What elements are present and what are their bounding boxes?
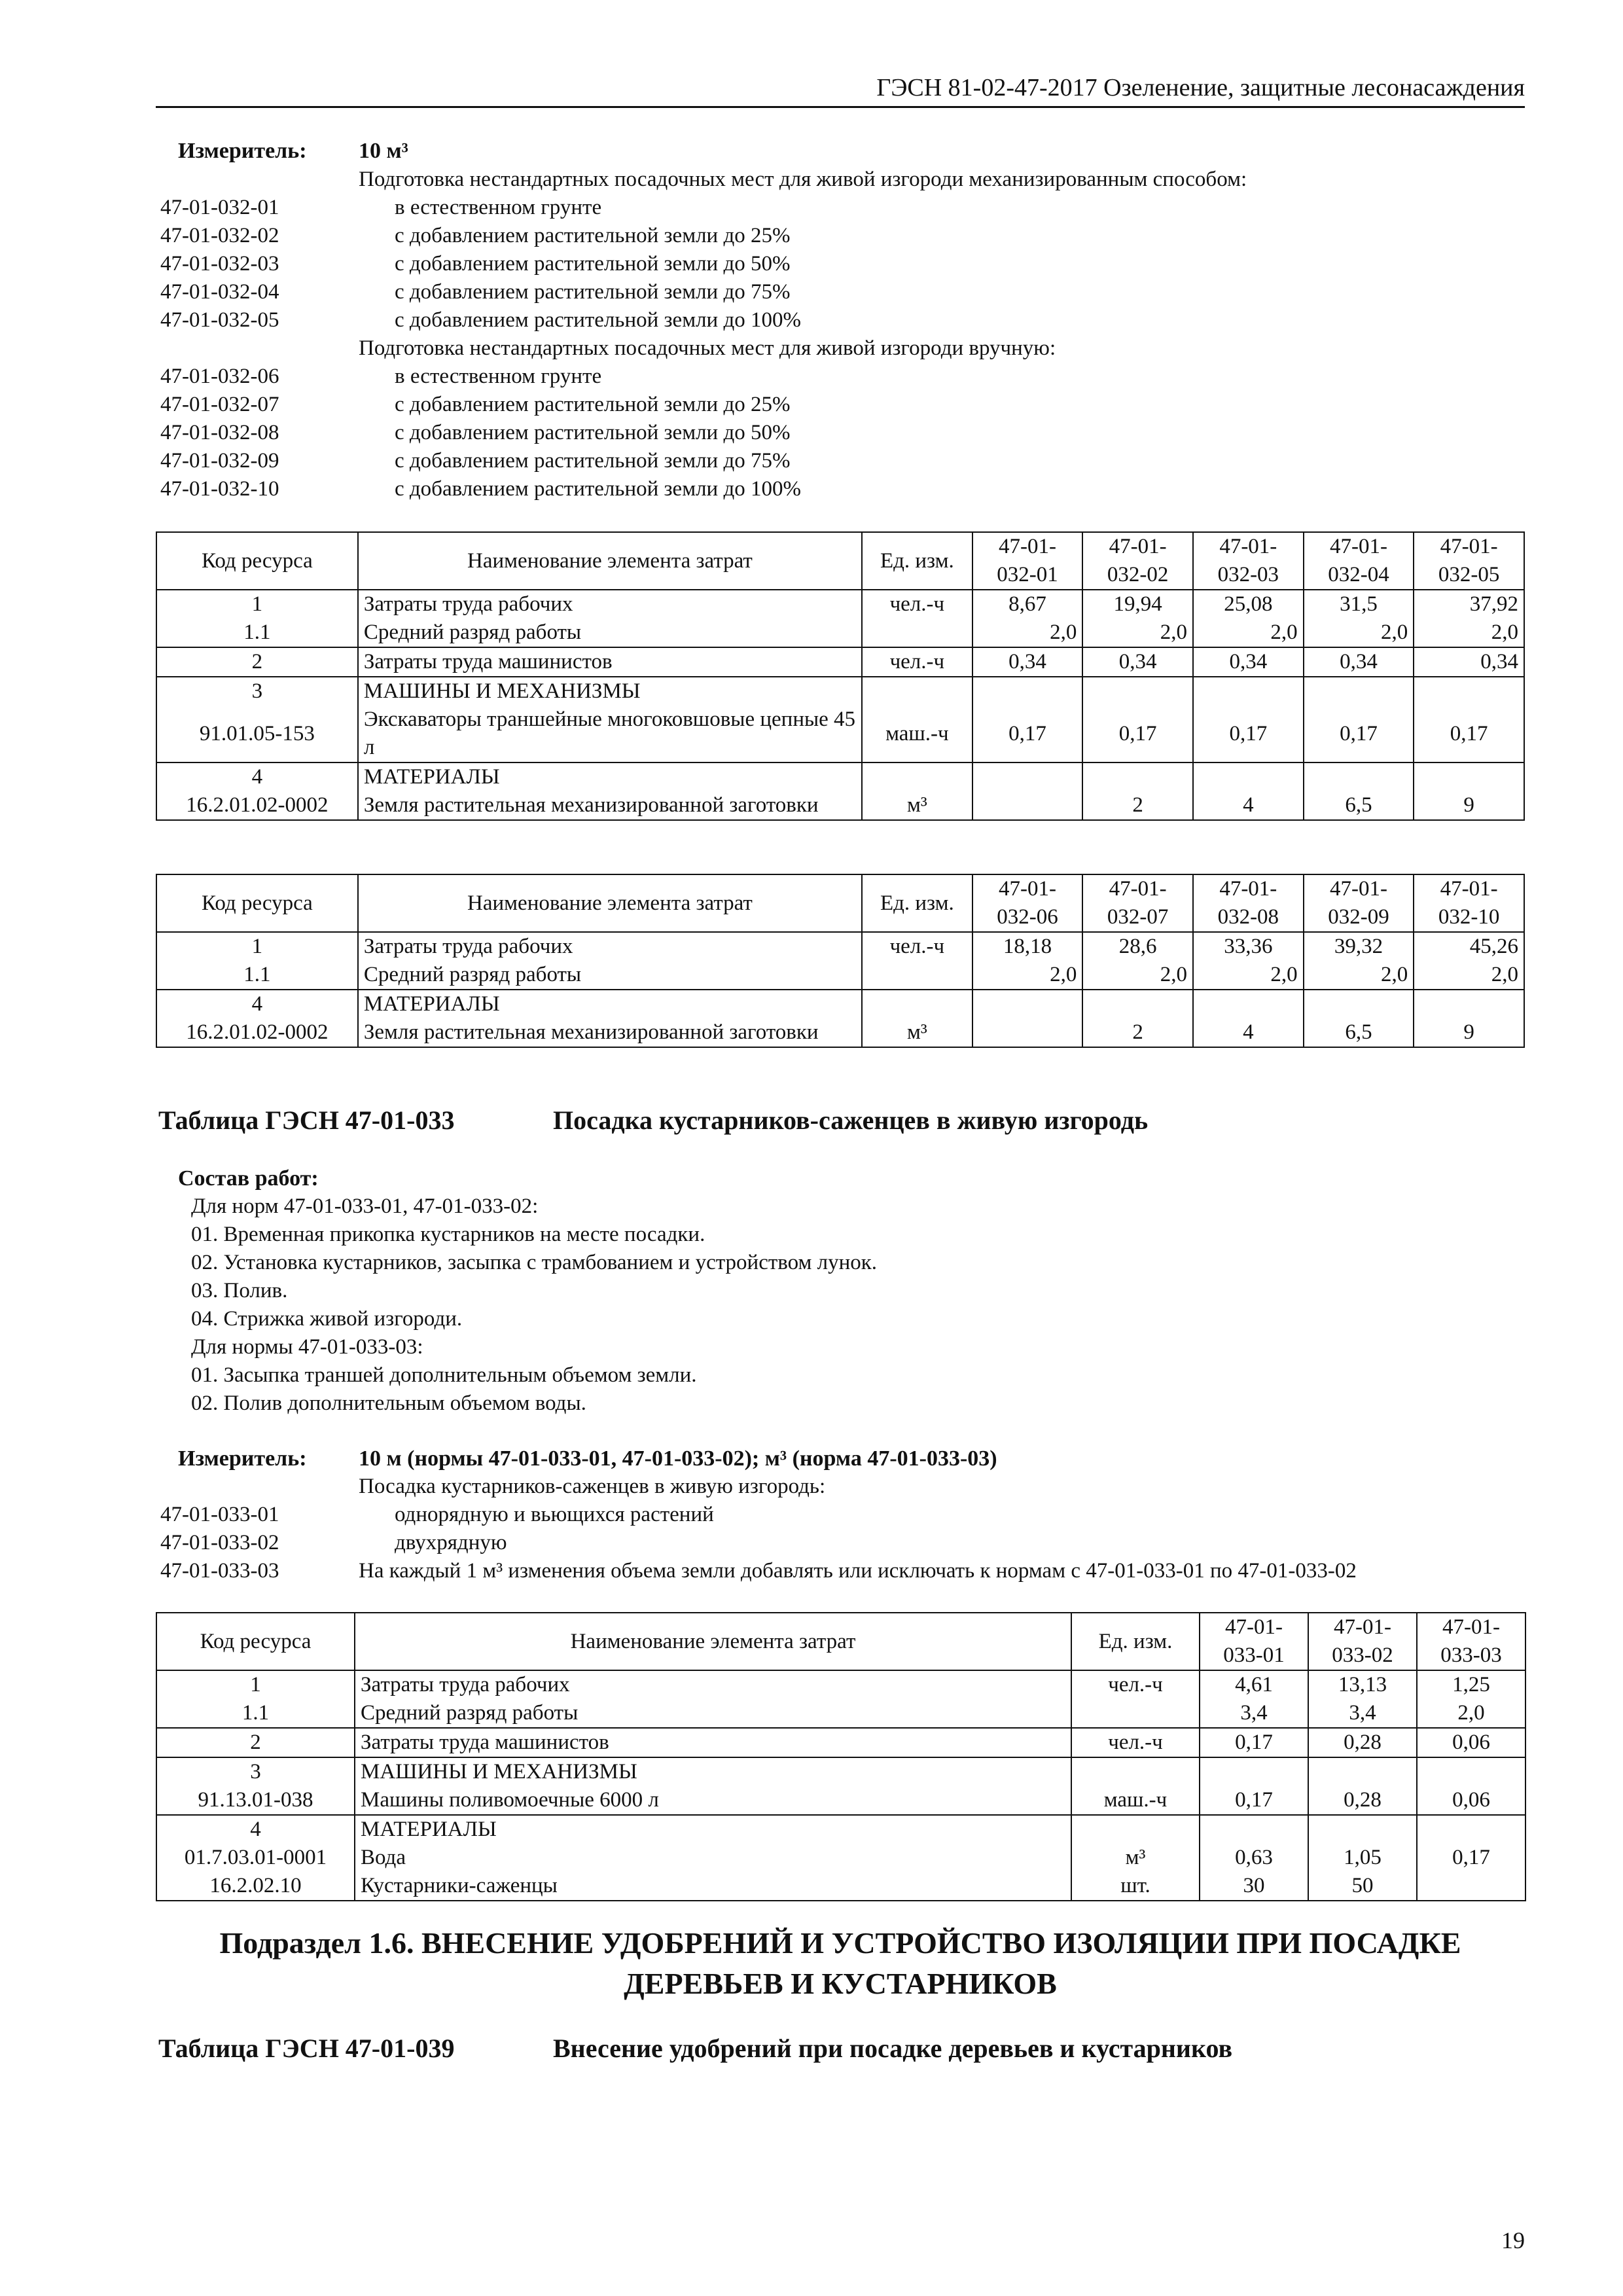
resource-table-033	[156, 1612, 1526, 1901]
norm-code: 47-01-033-01	[160, 1503, 279, 1526]
cell-value: 2,0	[1417, 1699, 1525, 1728]
norm-desc: с добавлением растительной земли до 75%	[395, 449, 791, 473]
cell-code: 1	[156, 1670, 355, 1699]
col-header-code: Код ресурса	[156, 532, 358, 590]
cell-value: 2	[1082, 1018, 1193, 1047]
cell-name: Машины поливомоечные 6000 л	[355, 1786, 1071, 1815]
work-line: Для нормы 47-01-033-03:	[191, 1335, 423, 1359]
cell-code: 1	[156, 932, 358, 961]
norm-code: 47-01-032-09	[160, 449, 279, 473]
col-header-norm: 47-01- 032-01	[972, 532, 1083, 590]
table-row	[156, 677, 1524, 706]
cell-unit: чел.-ч	[1071, 1728, 1200, 1757]
cell-value: 0,06	[1417, 1728, 1525, 1757]
cell-code: 1.1	[156, 1699, 355, 1728]
col-header-code: Код ресурса	[156, 1613, 355, 1670]
cell-value: 0,17	[1082, 706, 1193, 762]
col-header-norm: 47-01- 032-10	[1414, 874, 1524, 932]
cell-code: 3	[156, 1757, 355, 1786]
cell-code: 2	[156, 1728, 355, 1757]
work-line: 01. Временная прикопка кустарников на месте посадки.	[191, 1223, 705, 1246]
cell-value: 0,17	[1417, 1844, 1525, 1872]
cell-name: МАТЕРИАЛЫ	[355, 1815, 1071, 1844]
cell-value: 0,28	[1308, 1728, 1417, 1757]
cell-name: МАТЕРИАЛЫ	[358, 990, 862, 1018]
resource-table-032-a	[156, 531, 1525, 821]
cell-value: 33,36	[1193, 932, 1304, 961]
col-header-norm: 47-01- 033-03	[1417, 1613, 1525, 1670]
cell-value: 2,0	[1304, 961, 1414, 990]
cell-name: Затраты труда рабочих	[358, 932, 862, 961]
cell-value: 39,32	[1304, 932, 1414, 961]
subsection-title-line2: ДЕРЕВЬЕВ И КУСТАРНИКОВ	[624, 1967, 1057, 2000]
measure-value: 10 м (нормы 47-01-033-01, 47-01-033-02); м³ (норма 47-01-033-03)	[359, 1446, 997, 1471]
measure-label: Измеритель:	[178, 1446, 307, 1471]
cell-value: 45,26	[1414, 932, 1524, 961]
cell-value: 0,17	[1200, 1728, 1308, 1757]
cell-name: Экскаваторы траншейные многоковшовые цепные 45 л	[358, 706, 862, 762]
norm-desc: с добавлением растительной земли до 100%	[395, 308, 801, 332]
cell-value: 0,63	[1200, 1844, 1308, 1872]
cell-value: 9	[1414, 1018, 1524, 1047]
table-row	[156, 990, 1524, 1018]
work-composition-title: Состав работ:	[178, 1166, 319, 1191]
cell-value: 2,0	[1414, 961, 1524, 990]
cell-value	[972, 791, 1083, 820]
cell-value: 0,17	[1193, 706, 1304, 762]
norm-code: 47-01-032-01	[160, 196, 279, 219]
norm-code: 47-01-032-07	[160, 393, 279, 416]
measure-value: 10 м³	[359, 139, 408, 163]
cell-value: 2	[1082, 791, 1193, 820]
cell-unit: м³	[1071, 1844, 1200, 1872]
cell-value: 3,4	[1308, 1699, 1417, 1728]
cell-value: 1,05	[1308, 1844, 1417, 1872]
cell-value: 0,06	[1417, 1786, 1525, 1815]
cell-code: 3	[156, 677, 358, 706]
col-header-code: Код ресурса	[156, 874, 358, 932]
table-row	[156, 619, 1524, 647]
col-header-norm: 47-01- 033-02	[1308, 1613, 1417, 1670]
cell-unit: чел.-ч	[862, 647, 972, 677]
cell-value: 2,0	[972, 961, 1083, 990]
work-line: 03. Полив.	[191, 1279, 288, 1302]
cell-value: 0,34	[1082, 647, 1193, 677]
table-row	[156, 1018, 1524, 1047]
table-row	[156, 1728, 1525, 1757]
col-header-unit: Ед. изм.	[862, 532, 972, 590]
cell-code: 1.1	[156, 619, 358, 647]
table-row	[156, 1757, 1525, 1786]
cell-code: 4	[156, 762, 358, 791]
norm-code: 47-01-033-02	[160, 1531, 279, 1554]
col-header-name: Наименование элемента затрат	[358, 874, 862, 932]
norm-desc: На каждый 1 м³ изменения объема земли добавлять или исключать к нормам с 47-01-033-01 по 47-01-033-02	[359, 1559, 1357, 1583]
table-label: Таблица ГЭСН 47-01-033	[158, 1105, 455, 1135]
cell-value: 2,0	[1082, 619, 1193, 647]
cell-value: 31,5	[1304, 590, 1414, 619]
cell-name: Средний разряд работы	[358, 961, 862, 990]
norm-desc: однорядную и вьющихся растений	[395, 1503, 714, 1526]
cell-code: 16.2.01.02-0002	[156, 1018, 358, 1047]
col-header-unit: Ед. изм.	[1071, 1613, 1200, 1670]
cell-value: 13,13	[1308, 1670, 1417, 1699]
cell-value	[1417, 1872, 1525, 1901]
cell-value: 8,67	[972, 590, 1083, 619]
table-row	[156, 1844, 1525, 1872]
cell-unit	[862, 961, 972, 990]
cell-code: 01.7.03.01-0001	[156, 1844, 355, 1872]
cell-name: Средний разряд работы	[358, 619, 862, 647]
table-row	[156, 1872, 1525, 1901]
col-header-name: Наименование элемента затрат	[358, 532, 862, 590]
cell-unit: чел.-ч	[1071, 1670, 1200, 1699]
cell-value: 4	[1193, 1018, 1304, 1047]
table-title: Посадка кустарников-саженцев в живую изгородь	[553, 1105, 1149, 1135]
cell-unit: маш.-ч	[1071, 1786, 1200, 1815]
cell-code: 91.01.05-153	[156, 706, 358, 762]
norm-desc: с добавлением растительной земли до 25%	[395, 393, 791, 416]
norm-code: 47-01-032-08	[160, 421, 279, 444]
cell-value: 25,08	[1193, 590, 1304, 619]
cell-value: 4,61	[1200, 1670, 1308, 1699]
cell-unit: чел.-ч	[862, 590, 972, 619]
cell-value: 0,34	[1414, 647, 1524, 677]
cell-code: 4	[156, 990, 358, 1018]
cell-value: 19,94	[1082, 590, 1193, 619]
cell-value: 2,0	[1082, 961, 1193, 990]
cell-name: Земля растительная механизированной заготовки	[358, 791, 862, 820]
subsection-title-line1: Подраздел 1.6. ВНЕСЕНИЕ УДОБРЕНИЙ И УСТРОЙСТВО ИЗОЛЯЦИИ ПРИ ПОСАДКЕ	[219, 1926, 1461, 1960]
cell-code: 91.13.01-038	[156, 1786, 355, 1815]
cell-unit: чел.-ч	[862, 932, 972, 961]
cell-value: 28,6	[1082, 932, 1193, 961]
table-label: Таблица ГЭСН 47-01-039	[158, 2034, 455, 2063]
cell-name: МАТЕРИАЛЫ	[358, 762, 862, 791]
cell-unit: маш.-ч	[862, 706, 972, 762]
group-title: Подготовка нестандартных посадочных мест для живой изгороди вручную:	[359, 336, 1056, 360]
cell-value: 0,28	[1308, 1786, 1417, 1815]
norm-code: 47-01-032-02	[160, 224, 279, 247]
cell-code: 16.2.02.10	[156, 1872, 355, 1901]
cell-unit	[1071, 1699, 1200, 1728]
cell-value: 30	[1200, 1872, 1308, 1901]
work-line: 04. Стрижка живой изгороди.	[191, 1307, 463, 1331]
cell-value: 0,34	[972, 647, 1083, 677]
cell-value: 6,5	[1304, 1018, 1414, 1047]
cell-value: 0,17	[1304, 706, 1414, 762]
cell-name: Затраты труда рабочих	[358, 590, 862, 619]
cell-value: 2,0	[1193, 961, 1304, 990]
cell-name: Затраты труда машинистов	[358, 647, 862, 677]
table-row	[156, 647, 1524, 677]
cell-value: 0,34	[1193, 647, 1304, 677]
cell-name: Вода	[355, 1844, 1071, 1872]
cell-value: 37,92	[1414, 590, 1524, 619]
norm-code: 47-01-032-06	[160, 365, 279, 388]
table-row	[156, 1815, 1525, 1844]
cell-value: 6,5	[1304, 791, 1414, 820]
norm-code: 47-01-032-03	[160, 252, 279, 276]
norm-code: 47-01-032-10	[160, 477, 279, 501]
norm-desc: с добавлением растительной земли до 100%	[395, 477, 801, 501]
cell-value: 2,0	[1414, 619, 1524, 647]
col-header-unit: Ед. изм.	[862, 874, 972, 932]
table-row	[156, 1786, 1525, 1815]
norm-code: 47-01-032-05	[160, 308, 279, 332]
cell-code: 2	[156, 647, 358, 677]
table-title: Внесение удобрений при посадке деревьев и кустарников	[553, 2034, 1233, 2063]
table-row	[156, 1670, 1525, 1699]
cell-value: 0,34	[1304, 647, 1414, 677]
cell-value: 1,25	[1417, 1670, 1525, 1699]
cell-unit	[862, 619, 972, 647]
table-row	[156, 791, 1524, 820]
cell-unit: шт.	[1071, 1872, 1200, 1901]
norm-desc: с добавлением растительной земли до 75%	[395, 280, 791, 304]
cell-value: 2,0	[972, 619, 1083, 647]
norm-desc: с добавлением растительной земли до 25%	[395, 224, 791, 247]
table-row	[156, 762, 1524, 791]
work-line: Для норм 47-01-033-01, 47-01-033-02:	[191, 1194, 539, 1218]
col-header-norm: 47-01- 032-03	[1193, 532, 1304, 590]
cell-unit: м³	[862, 791, 972, 820]
norm-code: 47-01-033-03	[160, 1559, 279, 1583]
cell-name: Кустарники-саженцы	[355, 1872, 1071, 1901]
col-header-norm: 47-01- 032-05	[1414, 532, 1524, 590]
col-header-name: Наименование элемента затрат	[355, 1613, 1071, 1670]
cell-value	[972, 1018, 1083, 1047]
col-header-norm: 47-01- 032-04	[1304, 532, 1414, 590]
cell-value: 2,0	[1304, 619, 1414, 647]
cell-value: 0,17	[1414, 706, 1524, 762]
norm-desc: с добавлением растительной земли до 50%	[395, 421, 791, 444]
page-number: 19	[1501, 2227, 1525, 2253]
col-header-norm: 47-01- 032-06	[972, 874, 1083, 932]
table-row	[156, 1699, 1525, 1728]
work-line: 02. Установка кустарников, засыпка с трамбованием и устройством лунок.	[191, 1251, 878, 1274]
cell-name: Затраты труда машинистов	[355, 1728, 1071, 1757]
norm-code: 47-01-032-04	[160, 280, 279, 304]
col-header-norm: 47-01- 033-01	[1200, 1613, 1308, 1670]
work-line: 02. Полив дополнительным объемом воды.	[191, 1391, 586, 1415]
cell-unit: м³	[862, 1018, 972, 1047]
cell-name: Земля растительная механизированной заготовки	[358, 1018, 862, 1047]
cell-code: 1.1	[156, 961, 358, 990]
table-row	[156, 961, 1524, 990]
cell-value: 2,0	[1193, 619, 1304, 647]
norm-desc: с добавлением растительной земли до 50%	[395, 252, 791, 276]
cell-code: 1	[156, 590, 358, 619]
work-line: 01. Засыпка траншей дополнительным объемом земли.	[191, 1363, 697, 1387]
cell-value: 0,17	[972, 706, 1083, 762]
cell-value: 18,18	[972, 932, 1083, 961]
header-rule	[156, 106, 1525, 108]
cell-value: 50	[1308, 1872, 1417, 1901]
col-header-norm: 47-01- 032-07	[1082, 874, 1193, 932]
col-header-norm: 47-01- 032-08	[1193, 874, 1304, 932]
resource-table-032-b	[156, 874, 1525, 1048]
cell-value: 3,4	[1200, 1699, 1308, 1728]
col-header-norm: 47-01- 032-09	[1304, 874, 1414, 932]
norm-desc: двухрядную	[395, 1531, 507, 1554]
running-header: ГЭСН 81-02-47-2017 Озеленение, защитные лесонасаждения	[876, 74, 1525, 101]
measure-label: Измеритель:	[178, 139, 307, 163]
cell-value: 4	[1193, 791, 1304, 820]
table-row	[156, 590, 1524, 619]
norm-desc: в естественном грунте	[395, 196, 602, 219]
cell-code: 16.2.01.02-0002	[156, 791, 358, 820]
cell-code: 4	[156, 1815, 355, 1844]
group-title: Посадка кустарников-саженцев в живую изгородь:	[359, 1475, 826, 1498]
col-header-norm: 47-01- 032-02	[1082, 532, 1193, 590]
cell-name: МАШИНЫ И МЕХАНИЗМЫ	[355, 1757, 1071, 1786]
norm-desc: в естественном грунте	[395, 365, 602, 388]
table-row	[156, 706, 1524, 762]
cell-name: Средний разряд работы	[355, 1699, 1071, 1728]
cell-value: 0,17	[1200, 1786, 1308, 1815]
cell-name: Затраты труда рабочих	[355, 1670, 1071, 1699]
cell-value: 9	[1414, 791, 1524, 820]
table-row	[156, 932, 1524, 961]
cell-name: МАШИНЫ И МЕХАНИЗМЫ	[358, 677, 862, 706]
group-title: Подготовка нестандартных посадочных мест для живой изгороди механизированным способом:	[359, 168, 1247, 191]
